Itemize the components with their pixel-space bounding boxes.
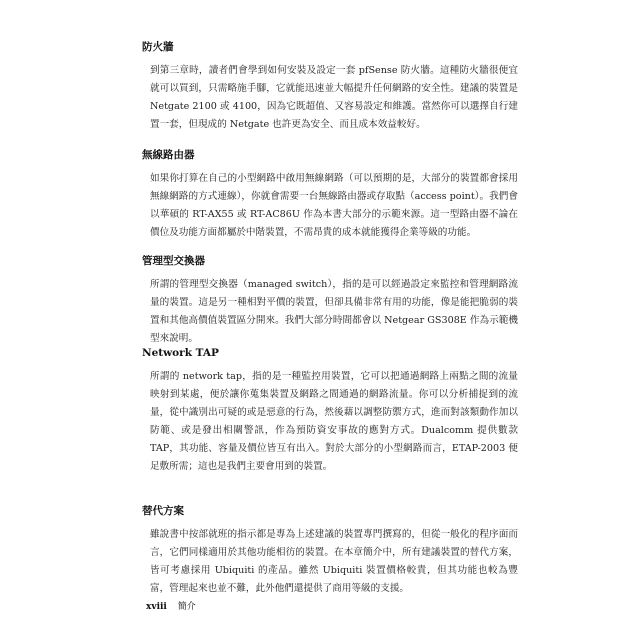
section-managed-switch (142, 254, 518, 348)
section-body: 如果你打算在自己的小型網路中啟用無線網路（可以預期的是，大部分的裝置都會採用無線網路的方式連線），你就會需要一台無線路由器或存取點（access point）。我們會以華碩的 RT-AX55 或 RT-AC86U 作為本書大部分的示範來源。這一型路由器不論在價位及功能方面都屬於中階裝置，不需昂貴的成本就能獲得企業等級的功能。 (150, 173, 518, 238)
page-footer (146, 601, 196, 613)
section-body: 到第三章時，讀者們會學到如何安裝及設定一套 pfSense 防火牆。這種防火牆很便宜就可以買到，只需略施手腳，它就能迅速並大幅提升任何網路的安全性。建議的裝置是 Netgate 2100 或 4100，因為它既超值、又容易設定和維護。當然你可以選擇自行建置一套，但現成的 Netgate 也許更為安全、而且成本效益較好。 (150, 65, 518, 130)
page-number: xviii (146, 602, 167, 612)
section-body: 所謂的管理型交換器（managed switch），指的是可以經過設定來監控和管理網路流量的裝置。這是另一種相對平價的裝置，但卻具備非常有用的功能，像是能把脆弱的裝置和其他高價值裝置區分開來。我們大部分時間都會以 Netgear GS308E 作為示範機型來說明。 (150, 279, 518, 344)
section-wireless-router (142, 148, 518, 242)
section-body: 雖說書中按部就班的指示都是專為上述建議的裝置專門撰寫的，但從一般化的程序面而言，它們同樣適用於其他功能相彷的裝置。在本章簡介中，所有建議裝置的替代方案，皆可考慮採用 Ubiquiti 的產品。雖然 Ubiquiti 裝置價格較貴，但其功能也較為豐富，管理起來也並不難，此外他們還提供了商用等級的支援。 (150, 529, 518, 594)
section-heading: 無線路由器 (142, 149, 195, 161)
section-network-tap (142, 346, 518, 475)
running-title: 簡介 (177, 602, 196, 612)
section-heading: Network TAP (142, 347, 219, 359)
section-firewall (142, 40, 518, 134)
section-heading: 防火牆 (142, 41, 174, 53)
section-alternatives (142, 504, 518, 598)
section-body: 所謂的 network tap，指的是一種監控用裝置，它可以把通過網路上兩點之間的流量映射到某處，便於讓你蒐集裝置及網路之間通過的網路流量。你可以分析捕捉到的流量，從中識別出可疑的或是惡意的行為，然後藉以調整防禦方式，進而對該類動作加以防範、或是發出相關警訊，作為預防資安事故的應對方式。Dualcomm 提供數款 TAP，其功能、容量及價位皆互有出入。對於大部分的小型網路而言，ETAP-2003 便足敷所需；這也是我們主要會用到的裝置。 (150, 371, 518, 472)
section-heading: 替代方案 (142, 505, 184, 517)
section-heading: 管理型交換器 (142, 255, 205, 267)
